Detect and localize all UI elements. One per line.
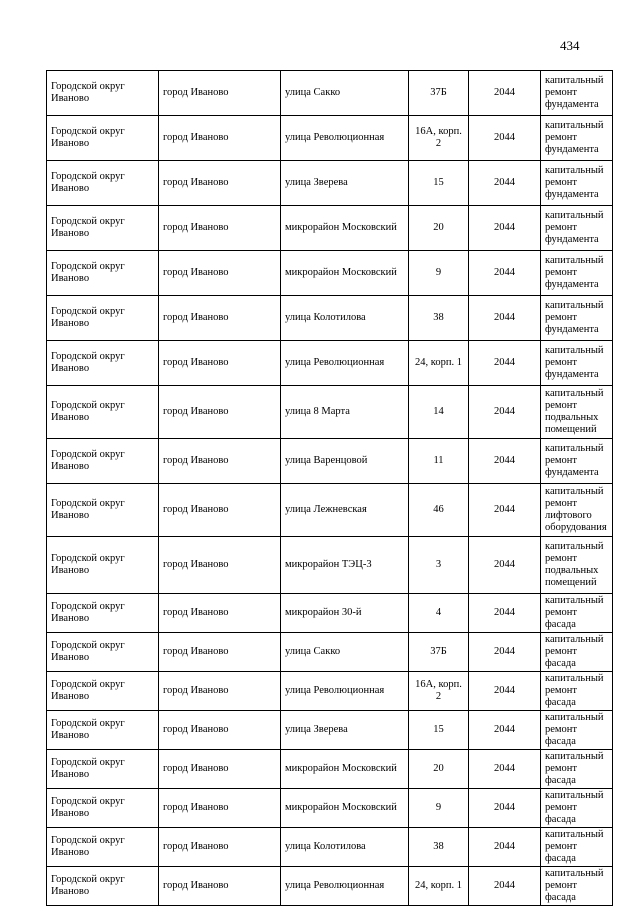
table-row xyxy=(47,867,613,906)
street-cell: улица Зверева xyxy=(281,711,409,750)
table-row xyxy=(47,386,613,439)
work-type-cell: капитальный ремонт фундамента xyxy=(541,161,613,206)
house-number-cell: 11 xyxy=(409,439,469,484)
work-type-cell: капитальный ремонт фасада xyxy=(541,672,613,711)
table-row xyxy=(47,439,613,484)
street-cell: микрорайон Московский xyxy=(281,251,409,296)
house-number-cell: 3 xyxy=(409,537,469,594)
street-cell: улица Зверева xyxy=(281,161,409,206)
city-cell: город Иваново xyxy=(159,296,281,341)
district-cell: Городской округ Иваново xyxy=(47,439,159,484)
table-row xyxy=(47,594,613,633)
district-cell: Городской округ Иваново xyxy=(47,161,159,206)
street-cell: улица Колотилова xyxy=(281,828,409,867)
work-type-cell: капитальный ремонт фасада xyxy=(541,711,613,750)
street-cell: улица Революционная xyxy=(281,341,409,386)
repair-schedule-table xyxy=(46,70,613,906)
work-type-cell: капитальный ремонт фундамента xyxy=(541,296,613,341)
city-cell: город Иваново xyxy=(159,750,281,789)
house-number-cell: 9 xyxy=(409,251,469,296)
house-number-cell: 20 xyxy=(409,750,469,789)
city-cell: город Иваново xyxy=(159,341,281,386)
city-cell: город Иваново xyxy=(159,537,281,594)
work-type-cell: капитальный ремонт подвальных помещений xyxy=(541,537,613,594)
district-cell: Городской округ Иваново xyxy=(47,71,159,116)
district-cell: Городской округ Иваново xyxy=(47,537,159,594)
house-number-cell: 14 xyxy=(409,386,469,439)
city-cell: город Иваново xyxy=(159,594,281,633)
district-cell: Городской округ Иваново xyxy=(47,633,159,672)
street-cell: микрорайон ТЭЦ-3 xyxy=(281,537,409,594)
table-row xyxy=(47,789,613,828)
city-cell: город Иваново xyxy=(159,161,281,206)
year-cell: 2044 xyxy=(469,341,541,386)
table-row xyxy=(47,750,613,789)
house-number-cell: 15 xyxy=(409,161,469,206)
table-row xyxy=(47,296,613,341)
house-number-cell: 16А, корп. 2 xyxy=(409,672,469,711)
year-cell: 2044 xyxy=(469,594,541,633)
work-type-cell: капитальный ремонт фасада xyxy=(541,633,613,672)
table-row xyxy=(47,672,613,711)
district-cell: Городской округ Иваново xyxy=(47,251,159,296)
table-row xyxy=(47,484,613,537)
year-cell: 2044 xyxy=(469,750,541,789)
house-number-cell: 16А, корп. 2 xyxy=(409,116,469,161)
city-cell: город Иваново xyxy=(159,251,281,296)
year-cell: 2044 xyxy=(469,672,541,711)
street-cell: улица Лежневская xyxy=(281,484,409,537)
year-cell: 2044 xyxy=(469,828,541,867)
year-cell: 2044 xyxy=(469,296,541,341)
work-type-cell: капитальный ремонт фундамента xyxy=(541,341,613,386)
year-cell: 2044 xyxy=(469,116,541,161)
street-cell: улица Варенцовой xyxy=(281,439,409,484)
city-cell: город Иваново xyxy=(159,828,281,867)
district-cell: Городской округ Иваново xyxy=(47,789,159,828)
table-row xyxy=(47,71,613,116)
work-type-cell: капитальный ремонт фундамента xyxy=(541,116,613,161)
city-cell: город Иваново xyxy=(159,867,281,906)
street-cell: улица Сакко xyxy=(281,71,409,116)
table-row xyxy=(47,537,613,594)
work-type-cell: капитальный ремонт фасада xyxy=(541,867,613,906)
house-number-cell: 24, корп. 1 xyxy=(409,867,469,906)
city-cell: город Иваново xyxy=(159,116,281,161)
district-cell: Городской округ Иваново xyxy=(47,828,159,867)
work-type-cell: капитальный ремонт подвальных помещений xyxy=(541,386,613,439)
city-cell: город Иваново xyxy=(159,789,281,828)
table-row xyxy=(47,633,613,672)
district-cell: Городской округ Иваново xyxy=(47,672,159,711)
house-number-cell: 24, корп. 1 xyxy=(409,341,469,386)
table-row xyxy=(47,251,613,296)
table-row xyxy=(47,206,613,251)
city-cell: город Иваново xyxy=(159,711,281,750)
year-cell: 2044 xyxy=(469,251,541,296)
street-cell: улица Сакко xyxy=(281,633,409,672)
city-cell: город Иваново xyxy=(159,71,281,116)
house-number-cell: 20 xyxy=(409,206,469,251)
table-row xyxy=(47,161,613,206)
house-number-cell: 38 xyxy=(409,828,469,867)
street-cell: микрорайон 30-й xyxy=(281,594,409,633)
year-cell: 2044 xyxy=(469,633,541,672)
work-type-cell: капитальный ремонт фасада xyxy=(541,750,613,789)
street-cell: улица Колотилова xyxy=(281,296,409,341)
work-type-cell: капитальный ремонт лифтового оборудования xyxy=(541,484,613,537)
house-number-cell: 9 xyxy=(409,789,469,828)
district-cell: Городской округ Иваново xyxy=(47,341,159,386)
table-row xyxy=(47,341,613,386)
work-type-cell: капитальный ремонт фундамента xyxy=(541,206,613,251)
house-number-cell: 38 xyxy=(409,296,469,341)
district-cell: Городской округ Иваново xyxy=(47,116,159,161)
street-cell: микрорайон Московский xyxy=(281,750,409,789)
district-cell: Городской округ Иваново xyxy=(47,594,159,633)
work-type-cell: капитальный ремонт фасада xyxy=(541,594,613,633)
district-cell: Городской округ Иваново xyxy=(47,296,159,341)
year-cell: 2044 xyxy=(469,484,541,537)
city-cell: город Иваново xyxy=(159,633,281,672)
district-cell: Городской округ Иваново xyxy=(47,750,159,789)
work-type-cell: капитальный ремонт фундамента xyxy=(541,71,613,116)
street-cell: улица Революционная xyxy=(281,116,409,161)
page-number: 434 xyxy=(560,38,580,53)
year-cell: 2044 xyxy=(469,161,541,206)
district-cell: Городской округ Иваново xyxy=(47,484,159,537)
work-type-cell: капитальный ремонт фундамента xyxy=(541,439,613,484)
city-cell: город Иваново xyxy=(159,484,281,537)
house-number-cell: 37Б xyxy=(409,633,469,672)
year-cell: 2044 xyxy=(469,206,541,251)
district-cell: Городской округ Иваново xyxy=(47,206,159,251)
work-type-cell: капитальный ремонт фундамента xyxy=(541,251,613,296)
house-number-cell: 15 xyxy=(409,711,469,750)
district-cell: Городской округ Иваново xyxy=(47,711,159,750)
district-cell: Городской округ Иваново xyxy=(47,867,159,906)
year-cell: 2044 xyxy=(469,711,541,750)
year-cell: 2044 xyxy=(469,71,541,116)
street-cell: микрорайон Московский xyxy=(281,206,409,251)
street-cell: улица Революционная xyxy=(281,672,409,711)
house-number-cell: 37Б xyxy=(409,71,469,116)
year-cell: 2044 xyxy=(469,439,541,484)
work-type-cell: капитальный ремонт фасада xyxy=(541,789,613,828)
year-cell: 2044 xyxy=(469,789,541,828)
district-cell: Городской округ Иваново xyxy=(47,386,159,439)
street-cell: улица 8 Марта xyxy=(281,386,409,439)
city-cell: город Иваново xyxy=(159,386,281,439)
street-cell: микрорайон Московский xyxy=(281,789,409,828)
year-cell: 2044 xyxy=(469,867,541,906)
year-cell: 2044 xyxy=(469,537,541,594)
table-row xyxy=(47,711,613,750)
street-cell: улица Революционная xyxy=(281,867,409,906)
city-cell: город Иваново xyxy=(159,672,281,711)
house-number-cell: 46 xyxy=(409,484,469,537)
table-row xyxy=(47,828,613,867)
work-type-cell: капитальный ремонт фасада xyxy=(541,828,613,867)
city-cell: город Иваново xyxy=(159,206,281,251)
house-number-cell: 4 xyxy=(409,594,469,633)
city-cell: город Иваново xyxy=(159,439,281,484)
year-cell: 2044 xyxy=(469,386,541,439)
table-row xyxy=(47,116,613,161)
